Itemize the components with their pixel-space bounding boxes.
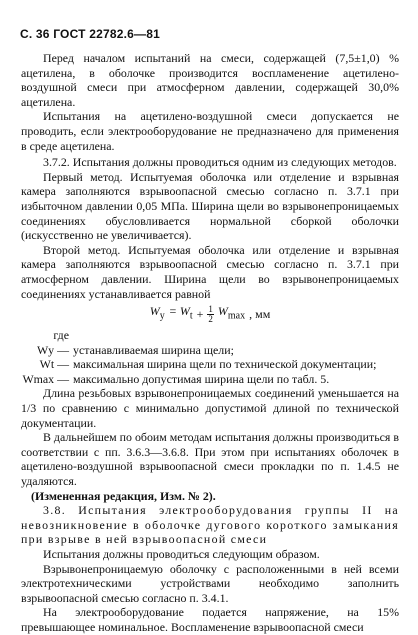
legend-intro: где (53, 328, 69, 343)
paragraph-further: В дальнейшем по обоим методам испытания должны производиться в соответствии с пп. 3.6.3—3.6.8. При этом при испытаниях оболочек в ацетилено-воздушной взрывоопасной смеси прокладки по п. 1.4.5 не удаляются. (21, 430, 399, 489)
paragraph-thread-length: Длина резьбовых взрывонепроницаемых соединений уменьшается на 1/3 по сравнению с минимально допустимой длиной по технической документации. (21, 386, 399, 430)
section-3-8-heading: 3.8. Испытания электрооборудования группы II на невозникновение в оболочке дугового короткого замыкания при взрыве в ней взрывоопасной смеси (21, 503, 399, 547)
paragraph-1: Перед началом испытаний на смеси, содержащей (7,5±1,0) % ацетилена, в оболочке производится воспламенение ацетилено-воздушной смеси при атмосферном давлении, содержащей 30,0% ацетилена. (21, 51, 399, 109)
legend-symbol: Wу — (36, 342, 69, 357)
amendment-note: (Измененная редакция, Изм. № 2). (31, 488, 216, 503)
paragraph-3: 3.7.2. Испытания должны проводиться одним из следующих методов. (43, 155, 397, 170)
formula-eq: = $W_t$ (168, 304, 193, 322)
legend-text: устанавливаемая ширина щели; (73, 342, 234, 357)
paragraph-fill-enclosure: Взрывонепроницаемую оболочку с расположенными в ней всеми электротехническими устройствами необходимо заполнить взрывоопасной смесью согласно п. 3.4.1. (21, 561, 399, 605)
legend-text: максимальная ширина щели по технической документации; (73, 357, 377, 372)
formula-fraction: $\frac{1}{2}$ (208, 303, 213, 324)
document-body (21, 51, 399, 635)
formula-unit: , мм (249, 306, 271, 321)
formula-lhs: $W_у$ (149, 304, 165, 322)
formula-legend (21, 328, 399, 386)
formula-wmax: $W_{max}$ (217, 304, 246, 322)
paragraph-voltage: На электрооборудование подается напряжение, на 15% превышающее номинальное. Воспламенение взрывоопасной смеси (21, 605, 399, 634)
paragraph-first-method: Первый метод. Испытуемая оболочка или отделение и взрывная камера заполняются взрывоопасной смесью согласно п. 3.7.1 при избыточном давлении 0,05 МПа. Ширина щели во взрывонепроницаемых соединениях обусловливается нормальной сборкой оболочки (искусственно не увеличивается). (21, 169, 399, 243)
legend-symbol: Wt — (39, 357, 69, 372)
paragraph-procedure: Испытания должны проводиться следующим образом. (43, 546, 320, 561)
legend-symbol: Wmax — (22, 371, 69, 386)
gap-width-formula (21, 304, 399, 324)
formula-plus: + (196, 306, 204, 321)
paragraph-second-method: Второй метод. Испытуемая оболочка или отделение и взрывная камера заполняются взрывоопасной смесью согласно п. 3.7.1 при атмосферном давлении. Ширина щели во взрывонепроницаемых соединениях устанавливается равной (21, 242, 399, 301)
page-header: С. 36 ГОСТ 22782.6—81 (20, 27, 160, 41)
paragraph-2: Испытания на ацетилено-воздушной смеси допускается не проводить, если электрооборудование не предназначено для применения в среде ацетилена. (21, 109, 399, 153)
legend-text: максимально допустимая ширина щели по табл. 5. (73, 371, 330, 386)
